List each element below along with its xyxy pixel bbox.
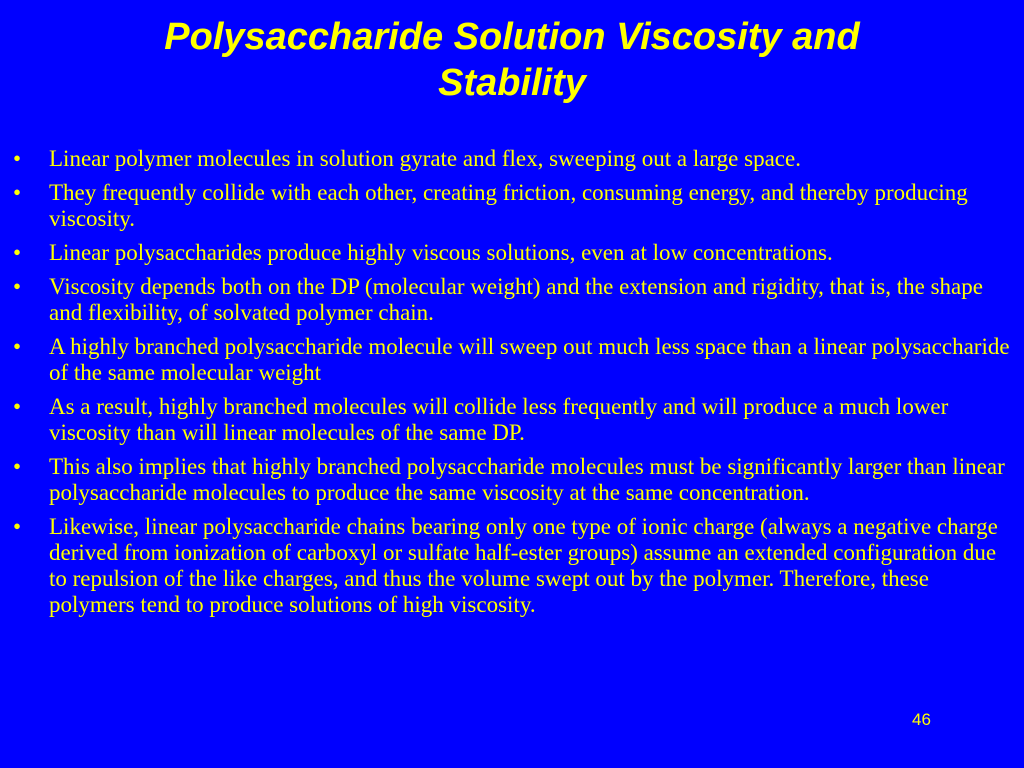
bullet-text: As a result, highly branched molecules will collide less frequently and will produce a much lower viscosity than will linear molecules of the same DP. <box>49 394 949 445</box>
bullet-icon: • <box>13 146 22 171</box>
bullet-icon: • <box>13 274 22 299</box>
bullet-icon: • <box>13 454 22 479</box>
bullet-icon: • <box>13 240 22 265</box>
bullet-item <box>0 394 1010 446</box>
bullet-icon: • <box>13 334 22 359</box>
bullet-text: They frequently collide with each other, creating friction, consuming energy, and thereby producing viscosity. <box>49 180 968 231</box>
bullet-text: Likewise, linear polysaccharide chains bearing only one type of ionic charge (always a negative charge derived from ionization of carboxyl or sulfate half-ester groups) assume an extended configuration due to repulsion of the like charges, and thus the volume swept out by the polymer. Therefore, these polymers tend to produce solutions of high viscosity. <box>49 514 998 617</box>
bullet-item <box>0 180 1010 232</box>
bullet-list <box>0 146 1010 626</box>
bullet-text: Viscosity depends both on the DP (molecular weight) and the extension and rigidity, that is, the shape and flexibility, of solvated polymer chain. <box>49 274 983 325</box>
bullet-item <box>0 334 1010 386</box>
bullet-item <box>0 454 1010 506</box>
bullet-item <box>0 146 1010 172</box>
bullet-text: Linear polymer molecules in solution gyrate and flex, sweeping out a large space. <box>49 146 801 171</box>
slide-title <box>40 14 984 106</box>
bullet-text: This also implies that highly branched polysaccharide molecules must be significantly larger than linear polysaccharide molecules to produce the same viscosity at the same concentration. <box>49 454 1005 505</box>
slide-title-line-2: Stability <box>438 62 586 104</box>
bullet-icon: • <box>13 180 22 205</box>
bullet-item <box>0 514 1010 618</box>
bullet-icon: • <box>13 394 22 419</box>
bullet-item <box>0 274 1010 326</box>
bullet-text: Linear polysaccharides produce highly viscous solutions, even at low concentrations. <box>49 240 833 265</box>
bullet-item <box>0 240 1010 266</box>
slide-title-line-1: Polysaccharide Solution Viscosity and <box>164 16 860 58</box>
bullet-icon: • <box>13 514 22 539</box>
bullet-text: A highly branched polysaccharide molecule will sweep out much less space than a linear polysaccharide of the same molecular weight <box>49 334 1010 385</box>
page-number: 46 <box>912 710 931 729</box>
